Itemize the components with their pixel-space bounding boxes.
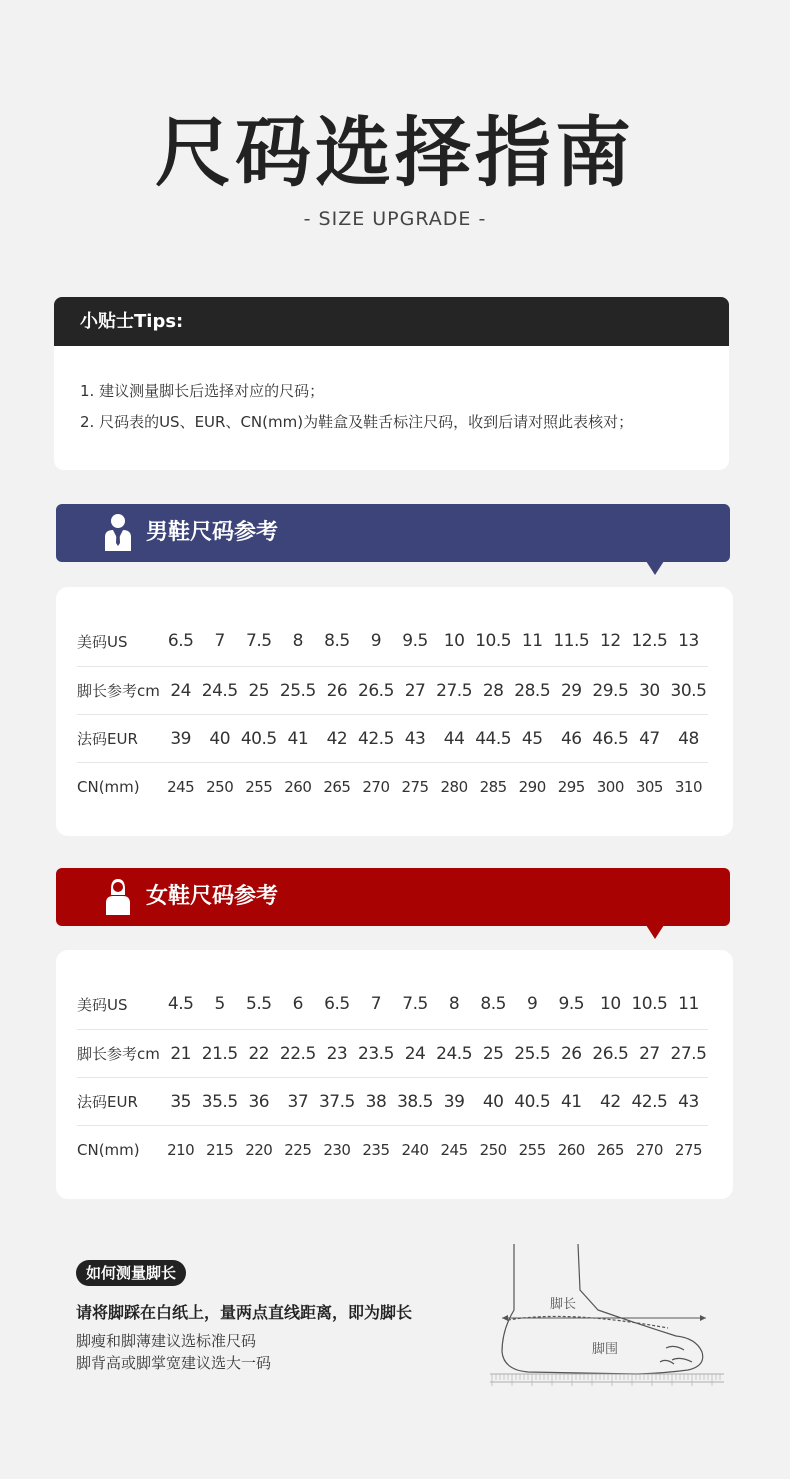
table-cell: 6.5 [324, 994, 350, 1014]
table-cell: 305 [635, 777, 663, 796]
table-cell: 38.5 [397, 1091, 433, 1112]
ruler [490, 1374, 724, 1382]
table-cell: 28 [482, 680, 504, 701]
table-cell: 270 [635, 1140, 663, 1159]
table-cell: 11.5 [553, 631, 590, 651]
table-cell: 8.5 [480, 994, 506, 1014]
table-cell: 24 [170, 680, 191, 701]
table-cell: 48 [678, 728, 699, 749]
table-cell: 46.5 [592, 728, 629, 749]
table-cell: 35 [170, 1091, 191, 1112]
measure-tip: 脚背高或脚掌宽建议选大一码 [76, 1354, 272, 1372]
table-cell: 310 [674, 777, 703, 796]
table-cell: 12.5 [631, 631, 668, 651]
table-cell: 6.5 [167, 631, 194, 651]
table-cell: 35.5 [201, 1091, 238, 1112]
row-label: CN(mm) [77, 1140, 140, 1159]
table-cell: 37.5 [318, 1091, 355, 1112]
table-cell: 8 [448, 994, 460, 1014]
tip-line: 2. 尺码表的US、EUR、CN(mm)为鞋盒及鞋舌标注尺码，收到后请对照此表核对； [80, 413, 634, 431]
row-label: 美码US [77, 995, 128, 1014]
table-cell: 27 [404, 680, 426, 701]
table-cell: 44 [443, 728, 465, 749]
table-row [77, 1029, 708, 1077]
table-cell: 46 [560, 728, 582, 749]
table-cell: 275 [674, 1140, 703, 1159]
table-cell: 6 [292, 994, 303, 1014]
table-cell: 27 [639, 1043, 660, 1064]
table-cell: 26.5 [358, 680, 394, 701]
table-cell: 300 [596, 777, 624, 796]
men-size-table [56, 587, 733, 836]
table-cell: 260 [284, 777, 312, 796]
table-cell: 285 [479, 777, 507, 796]
table-cell: 23 [326, 1043, 348, 1064]
table-cell: 290 [518, 777, 546, 796]
table-cell: 30.5 [670, 680, 707, 701]
women-size-title: 女鞋尺码参考 [146, 884, 279, 909]
table-cell: 245 [167, 777, 195, 796]
table-cell: 210 [167, 1140, 195, 1159]
table-cell: 295 [557, 777, 585, 796]
table-cell: 7 [214, 631, 225, 651]
women-size-table [56, 950, 733, 1199]
table-cell: 30 [639, 680, 660, 701]
table-cell: 26.5 [592, 1043, 629, 1064]
table-row [77, 666, 708, 714]
table-cell: 280 [440, 777, 468, 796]
table-cell: 28.5 [514, 680, 551, 701]
table-cell: 22.5 [279, 1043, 316, 1064]
table-cell: 37 [287, 1091, 309, 1112]
measure-instruction: 请将脚踩在白纸上，量两点直线距离，即为脚长 [76, 1303, 413, 1322]
table-cell: 41 [560, 1091, 582, 1112]
table-row [77, 714, 708, 762]
table-cell: 230 [323, 1140, 351, 1159]
page-title: 尺码选择指南 [155, 108, 635, 197]
men-size-banner [56, 504, 730, 562]
measure-tag: 如何测量脚长 [76, 1260, 186, 1286]
table-cell: 42 [600, 1091, 621, 1112]
table-cell: 21 [170, 1043, 191, 1064]
row-label: 法码EUR [77, 730, 138, 748]
table-cell: 9.5 [402, 631, 428, 651]
girth-label: 脚围 [592, 1341, 619, 1356]
page-subtitle: - SIZE UPGRADE - [303, 208, 487, 230]
length-label: 脚长 [550, 1296, 577, 1311]
table-cell: 47 [639, 728, 660, 749]
table-cell: 275 [401, 777, 429, 796]
table-cell: 40 [209, 728, 231, 749]
table-cell: 24 [404, 1043, 426, 1064]
women-size-banner [56, 868, 730, 926]
table-cell: 44.5 [475, 728, 512, 749]
men-size-title: 男鞋尺码参考 [146, 520, 279, 545]
table-cell: 9 [527, 994, 538, 1014]
table-cell: 265 [323, 777, 351, 796]
table-cell: 11 [678, 994, 699, 1014]
foot-measure-diagram [488, 1240, 728, 1390]
table-cell: 45 [521, 728, 543, 749]
table-cell: 40.5 [240, 728, 277, 749]
table-cell: 41 [287, 728, 309, 749]
table-cell: 21.5 [201, 1043, 238, 1064]
table-row [77, 617, 708, 665]
table-row [77, 762, 708, 810]
table-cell: 255 [518, 1140, 546, 1159]
table-cell: 11 [521, 631, 543, 651]
table-row [77, 1125, 708, 1173]
table-cell: 255 [245, 777, 273, 796]
table-cell: 24.5 [436, 1043, 473, 1064]
table-cell: 9.5 [558, 994, 585, 1014]
table-cell: 22 [248, 1043, 270, 1064]
table-cell: 4.5 [167, 994, 194, 1014]
tips-heading: 小贴士Tips: [54, 297, 729, 346]
row-label: 脚长参考cm [77, 1045, 160, 1063]
table-cell: 8.5 [324, 631, 350, 651]
table-cell: 12 [600, 631, 621, 651]
table-cell: 26 [560, 1043, 582, 1064]
table-cell: 235 [362, 1140, 390, 1159]
table-row [77, 1077, 708, 1125]
table-cell: 27.5 [436, 680, 473, 701]
table-cell: 7 [370, 994, 382, 1014]
table-cell: 29.5 [592, 680, 629, 701]
table-cell: 25.5 [279, 680, 316, 701]
table-cell: 260 [557, 1140, 585, 1159]
table-cell: 27.5 [670, 1043, 707, 1064]
row-label: 美码US [77, 632, 128, 651]
table-cell: 39 [443, 1091, 465, 1112]
table-cell: 9 [370, 631, 382, 651]
table-cell: 38 [365, 1091, 387, 1112]
table-cell: 245 [440, 1140, 468, 1159]
table-cell: 10 [443, 631, 465, 651]
table-cell: 5 [214, 994, 225, 1014]
table-cell: 39 [170, 728, 191, 749]
table-cell: 10.5 [631, 994, 668, 1014]
table-cell: 40 [482, 1091, 504, 1112]
table-cell: 40.5 [514, 1091, 551, 1112]
table-cell: 42.5 [631, 1091, 668, 1112]
banner-pointer [646, 925, 664, 939]
table-cell: 270 [362, 777, 390, 796]
table-cell: 43 [404, 728, 426, 749]
woman-icon [103, 877, 133, 917]
table-cell: 240 [401, 1140, 429, 1159]
table-cell: 265 [596, 1140, 624, 1159]
table-cell: 24.5 [201, 680, 238, 701]
table-cell: 23.5 [358, 1043, 394, 1064]
table-cell: 42.5 [358, 728, 394, 749]
table-cell: 225 [284, 1140, 312, 1159]
measure-tip: 脚瘦和脚薄建议选标准尺码 [76, 1332, 257, 1350]
row-label: 脚长参考cm [77, 682, 160, 700]
table-cell: 26 [326, 680, 348, 701]
table-row [77, 980, 708, 1028]
tip-line: 1. 建议测量脚长后选择对应的尺码； [80, 382, 325, 400]
table-cell: 7.5 [402, 994, 428, 1014]
table-cell: 220 [245, 1140, 273, 1159]
table-cell: 10.5 [475, 631, 512, 651]
table-cell: 25 [482, 1043, 504, 1064]
table-cell: 36 [248, 1091, 270, 1112]
table-cell: 7.5 [246, 631, 272, 651]
table-cell: 8 [292, 631, 303, 651]
row-label: 法码EUR [77, 1093, 138, 1111]
tips-body [54, 346, 729, 470]
table-cell: 29 [560, 680, 582, 701]
toe-lines [660, 1346, 692, 1364]
table-cell: 250 [479, 1140, 507, 1159]
table-cell: 13 [678, 631, 699, 651]
table-cell: 10 [600, 994, 621, 1014]
table-cell: 43 [678, 1091, 699, 1112]
table-cell: 250 [206, 777, 234, 796]
table-cell: 42 [326, 728, 348, 749]
banner-pointer [646, 561, 664, 575]
table-cell: 5.5 [246, 994, 272, 1014]
row-label: CN(mm) [77, 777, 140, 796]
table-cell: 215 [206, 1140, 234, 1159]
table-cell: 25 [248, 680, 270, 701]
table-cell: 25.5 [514, 1043, 551, 1064]
man-icon [103, 513, 133, 553]
